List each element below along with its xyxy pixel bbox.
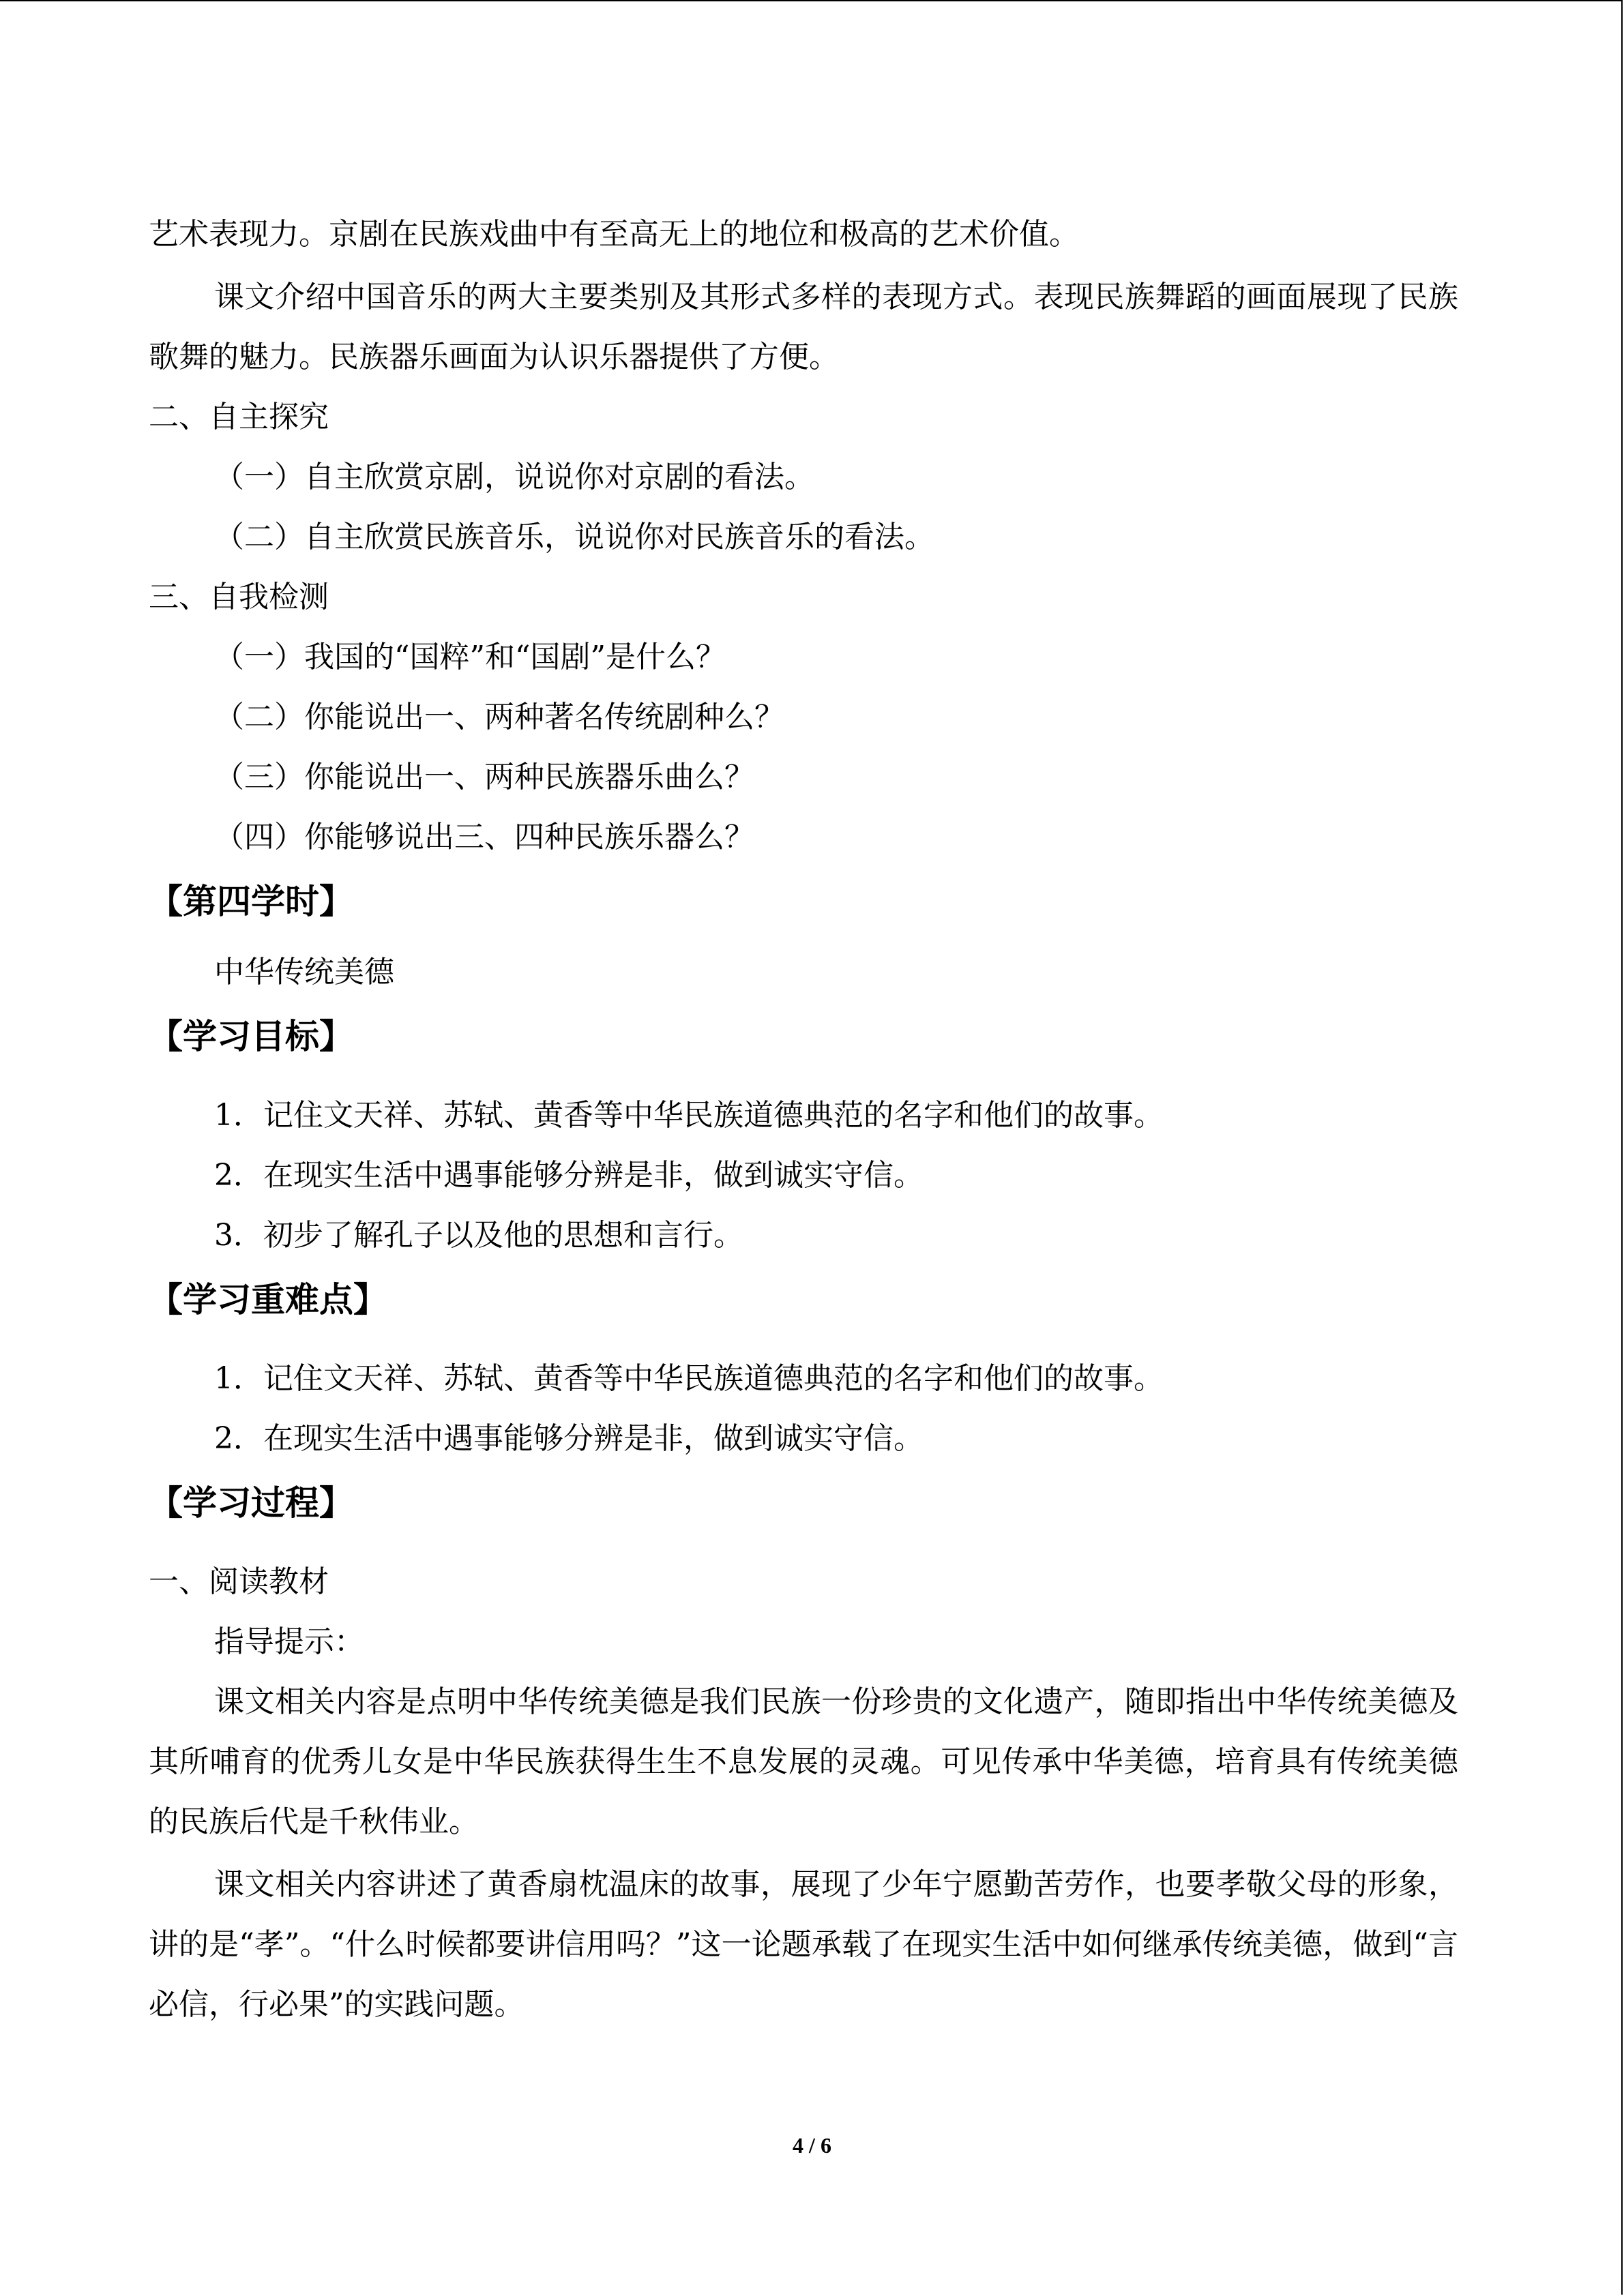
- lesson4-heading: 【第四学时】: [149, 882, 353, 921]
- music-paragraph: 课文介绍中国音乐的两大主要类别及其形式多样的表现方式。表现民族舞蹈的画面展现了民族歌舞的魅力。民族器乐画面为认识乐器提供了方便。: [149, 280, 1458, 374]
- process-heading: 【学习过程】: [149, 1483, 353, 1523]
- lesson4-topic: 中华传统美德: [214, 955, 394, 989]
- key-points-heading: 【学习重难点】: [149, 1280, 387, 1320]
- section3-item: （四）你能够说出三、四种民族乐器么？: [214, 820, 754, 854]
- goal-item: 2．在现实生活中遇事能够分辨是非，做到诚实守信。: [214, 1158, 924, 1193]
- section3-item: （二）你能说出一、两种著名传统剧种么？: [214, 700, 784, 734]
- goal-item: 3．初步了解孔子以及他的思想和言行。: [214, 1218, 743, 1253]
- section3-title: 三、自我检测: [149, 580, 329, 614]
- document-body: [149, 205, 1458, 2035]
- section3-item: （一）我国的“国粹”和“国剧”是什么？: [214, 640, 726, 674]
- process-paragraph: 课文相关内容是点明中华传统美德是我们民族一份珍贵的文化遗产，随即指出中华传统美德及其所哺育的优秀儿女是中华民族获得生生不息发展的灵魂。可见传承中华美德，培育具有传统美德的民族后代是千秋伟业。: [149, 1684, 1458, 1839]
- key-point-item: 2．在现实生活中遇事能够分辨是非，做到诚实守信。: [214, 1421, 924, 1456]
- section2-title: 二、自主探究: [149, 400, 329, 434]
- section2-item: （二）自主欣赏民族音乐，说说你对民族音乐的看法。: [214, 520, 934, 554]
- intro-continuation: 艺术表现力。京剧在民族戏曲中有至高无上的地位和极高的艺术价值。: [149, 217, 1079, 252]
- goal-item: 1．记住文天祥、苏轼、黄香等中华民族道德典范的名字和他们的故事。: [214, 1098, 1164, 1133]
- key-point-item: 1．记住文天祥、苏轼、黄香等中华民族道德典范的名字和他们的故事。: [214, 1361, 1164, 1396]
- page-number: 4 / 6: [793, 2133, 831, 2158]
- section2-item: （一）自主欣赏京剧，说说你对京剧的看法。: [214, 460, 814, 494]
- section3-item: （三）你能说出一、两种民族器乐曲么？: [214, 760, 754, 794]
- guide-label: 指导提示：: [214, 1624, 364, 1659]
- process-paragraph: 课文相关内容讲述了黄香扇枕温床的故事，展现了少年宁愿勤苦劳作，也要孝敬父母的形象，讲的是“孝”。“什么时候都要讲信用吗？”这一论题承载了在现实生活中如何继承传统美德，做到“言必信，行必果”的实践问题。: [149, 1867, 1458, 2022]
- goals-heading: 【学习目标】: [149, 1017, 353, 1056]
- process-step1-title: 一、阅读教材: [149, 1564, 329, 1599]
